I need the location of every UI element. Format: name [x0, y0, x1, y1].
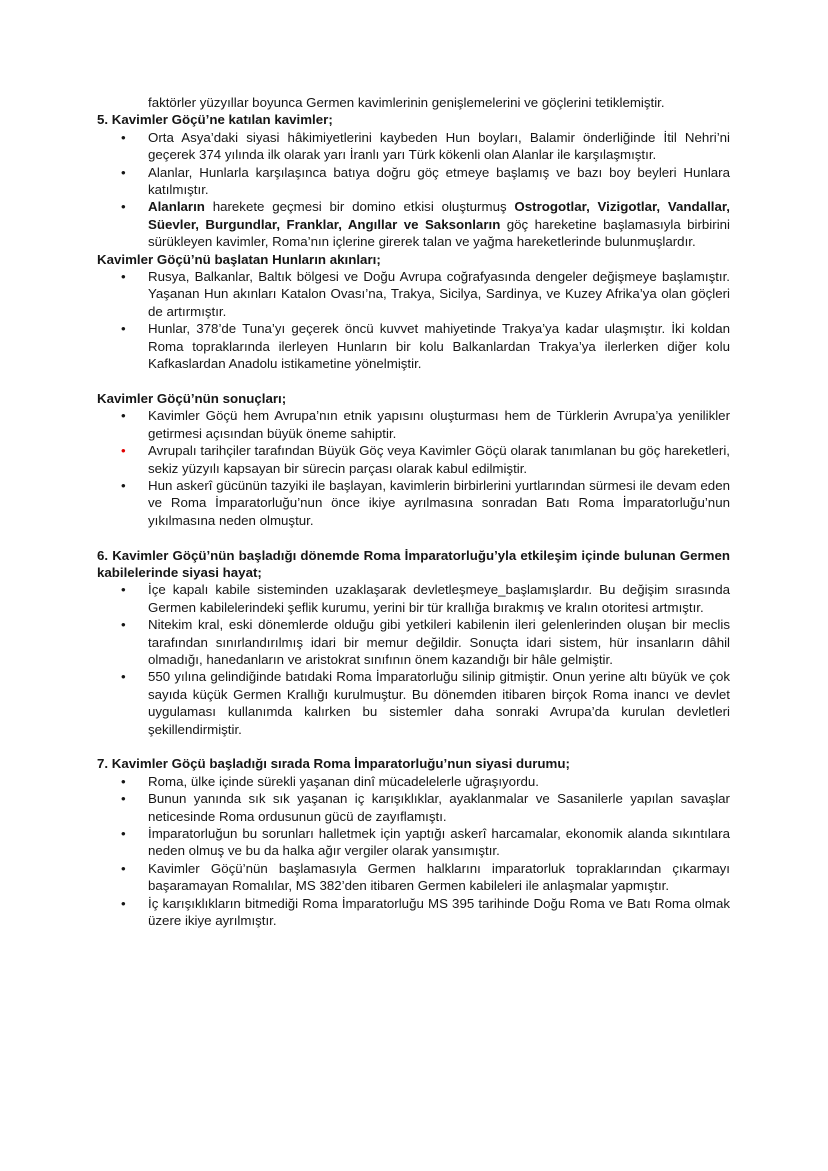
bullet-text: [148, 668, 730, 738]
section-heading: [97, 111, 730, 128]
bullet-marker: •: [121, 773, 126, 789]
bullet-text: [148, 407, 730, 442]
bullet-text: [148, 895, 730, 930]
text-run: Hun askerî gücünün tazyiki ile başlayan, kavimlerin birbirlerini yurtlarından sürmesi ile devam eden ve Roma İmparatorluğu’nun önce ikiye ayrılmasına sonradan Batı Roma İmparatorluğu’nun yıkılmasına neden olmuştur.: [148, 477, 730, 528]
bullet-marker: •: [121, 477, 126, 493]
text-run: İçe kapalı kabile sisteminden uzaklaşarak devletleşmeye_başlamışlardır. Bu değişim sırasında Germen kabilelerindeki şeflik kurumu, yerini bir tür krallığa bırakmış ve kralın otoritesi artmıştır.: [148, 582, 730, 615]
paragraph-spacer: [97, 373, 730, 390]
text-run-bold: 5. Kavimler Göçü’ne katılan kavimler;: [97, 112, 333, 128]
text-run: Roma, ülke içinde sürekli yaşanan dinî mücadelelerle uğraşıyordu.: [148, 773, 539, 789]
text-run-bold: 7. Kavimler Göçü başladığı sırada Roma İmparatorluğu’nun siyasi durumu;: [97, 756, 570, 772]
bullet-marker: •: [121, 826, 126, 842]
text-run: faktörler yüzyıllar boyunca Germen kavimlerinin genişlemelerini ve göçlerini tetiklemiştir.: [148, 95, 665, 110]
bullet-item: [97, 581, 730, 616]
bullet-marker: •: [121, 895, 126, 911]
text-run: Kavimler Göçü hem Avrupa’nın etnik yapısını oluşturması hem de Türklerin Avrupa’ya yenilikler getirmesi açısından büyük öneme sahiptir.: [148, 408, 730, 441]
bullet-marker: •: [121, 129, 126, 145]
bullet-text: [148, 442, 730, 477]
bullet-text: [148, 129, 730, 164]
text-run: Bunun yanında sık sık yaşanan iç karışıklıklar, ayaklanmalar ve Sasanilerle yapılan savaşlar neticesinde Roma ordusunun gücü de zayıflamıştı.: [148, 791, 730, 824]
bullet-item: [97, 442, 730, 477]
text-run: Avrupalı tarihçiler tarafından Büyük Göç veya Kavimler Göçü olarak tanımlanan bu göç hareketleri, sekiz yüzyılı kapsayan bir sürecin parçası olarak kabul edilmiştir.: [148, 443, 730, 476]
bullet-marker: •: [121, 443, 126, 459]
bullet-marker: •: [121, 617, 126, 633]
bullet-item: [97, 164, 730, 199]
text-run: harekete geçmesi bir domino etkisi oluşturmuş: [204, 199, 515, 215]
bullet-item: [97, 790, 730, 825]
section-heading: [97, 547, 730, 582]
text-run: Hunlar, 378’de Tuna’yı geçerek öncü kuvvet mahiyetinde Trakya’ya kadar ulaşmıştır. İki koldan Roma topraklarında ilerleyen Hunların bir kolu Balkanlardan Trakya’ya ilerlerken diğer kolu Kafkaslardan Anadolu istikametine yönelmiştir.: [148, 321, 730, 372]
bullet-marker: •: [121, 791, 126, 807]
bullet-item: [97, 860, 730, 895]
bullet-item: [97, 477, 730, 529]
bullet-marker: •: [121, 582, 126, 598]
text-run-bold: 6. Kavimler Göçü’nün başladığı dönemde Roma İmparatorluğu’yla etkileşim içinde bulunan Germen kabilelerinde siyasi hayat;: [97, 547, 730, 580]
body-paragraph: [97, 94, 730, 111]
bullet-item: [97, 407, 730, 442]
bullet-text: [148, 860, 730, 895]
bullet-text: [148, 825, 730, 860]
text-run-bold: Kavimler Göçü’nü başlatan Hunların akınları;: [97, 251, 381, 267]
text-run: Orta Asya’daki siyasi hâkimiyetlerini kaybeden Hun boyları, Balamir önderliğinde İtil Nehri’ni geçerek 374 yılında ilk olarak yarı İranlı yarı Türk kökenli olan Alanlar ile karşılaşmıştır.: [148, 129, 730, 163]
text-run: Kavimler Göçü’nün başlamasıyla Germen halklarını imparatorluk topraklarından çıkarmayı başaramayan Romalılar, MS 382’den itibaren Germen kabileleri ile anlaşmalar yapmıştır.: [148, 860, 730, 894]
bullet-marker: •: [121, 199, 126, 215]
bullet-item: [97, 825, 730, 860]
bullet-item: [97, 895, 730, 930]
text-run: göç hareketine başlamasıyla birbirini sürükleyen kavimler, Roma’nın içlerine girerek talan ve yağma hareketlerinde bulunmuşlardır.: [148, 216, 730, 250]
text-run: Rusya, Balkanlar, Baltık bölgesi ve Doğu Avrupa coğrafyasında dengeler değişmeye başlamıştır. Yaşanan Hun akınları Katalon Ovası’na, Trakya, Sicilya, Sardinya, ve Kuzey Afrika’ya olan göçleri de artırmıştır.: [148, 269, 730, 319]
bullet-text: [148, 268, 730, 320]
section-heading: [97, 390, 730, 407]
section-heading: [97, 755, 730, 772]
bullet-marker: •: [121, 164, 126, 180]
bullet-text: [148, 477, 730, 529]
text-run-bold: Ostrogotlar, Vizigotlar, Vandallar, Süevler, Burgundlar, Franklar, Angıllar ve Saksonların: [148, 199, 730, 232]
section-heading: [97, 251, 730, 268]
bullet-marker: •: [121, 669, 126, 685]
text-run: İç karışıklıkların bitmediği Roma İmparatorluğu MS 395 tarihinde Doğu Roma ve Batı Roma olmak üzere ikiye ayrılmıştır.: [148, 895, 730, 929]
bullet-text: [148, 198, 730, 250]
text-run: İmparatorluğun bu sorunları halletmek için yaptığı askerî harcamalar, ekonomik alanda sıkıntılara neden olmuş ve bu da halka ağır vergiler olarak yansımıştır.: [148, 826, 730, 859]
bullet-text: [148, 164, 730, 199]
bullet-marker: •: [121, 408, 126, 424]
bullet-text: [148, 581, 730, 616]
paragraph-spacer: [97, 529, 730, 546]
bullet-text: [148, 320, 730, 372]
text-run-bold: Alanların: [148, 199, 205, 215]
bullet-item: [97, 773, 730, 790]
bullet-item: [97, 198, 730, 250]
bullet-item: [97, 268, 730, 320]
bullet-item: [97, 668, 730, 738]
bullet-item: [97, 616, 730, 668]
bullet-item: [97, 129, 730, 164]
paragraph-spacer: [97, 738, 730, 755]
text-run: 550 yılına gelindiğinde batıdaki Roma İmparatorluğu silinip gitmiştir. Onun yerine altı büyük ve çok sayıda küçük Germen Krallığı kurulmuştur. Bu dönemden itibaren birçok Roma inancı ve devlet uygulaması kullanımda kalırken bu sistemler daha sonraki Avrupa’da kurulan devletleri şekillendirmiştir.: [148, 669, 730, 737]
text-run-bold: Kavimler Göçü’nün sonuçları;: [97, 390, 287, 406]
bullet-marker: •: [121, 860, 126, 876]
text-run: Nitekim kral, eski dönemlerde olduğu gibi yetkileri kabilenin ileri gelenlerinden oluşan bir meclis tarafından sınırlandırılmış idari bir memur değildir. Sonuçta idari sistem, hür insanların dâhil olmadığı, hanedanların ve aristokrat sınıfının önem kazandığı bir hâle gelmiştir.: [148, 617, 730, 667]
bullet-text: [148, 773, 730, 790]
document-content: [97, 94, 730, 929]
bullet-text: [148, 790, 730, 825]
bullet-item: [97, 320, 730, 372]
bullet-marker: •: [121, 321, 126, 337]
bullet-text: [148, 616, 730, 668]
bullet-marker: •: [121, 269, 126, 285]
text-run: Alanlar, Hunlarla karşılaşınca batıya doğru göç etmeye başlamış ve bazı boy beyleri Hunlara katılmıştır.: [148, 164, 730, 198]
